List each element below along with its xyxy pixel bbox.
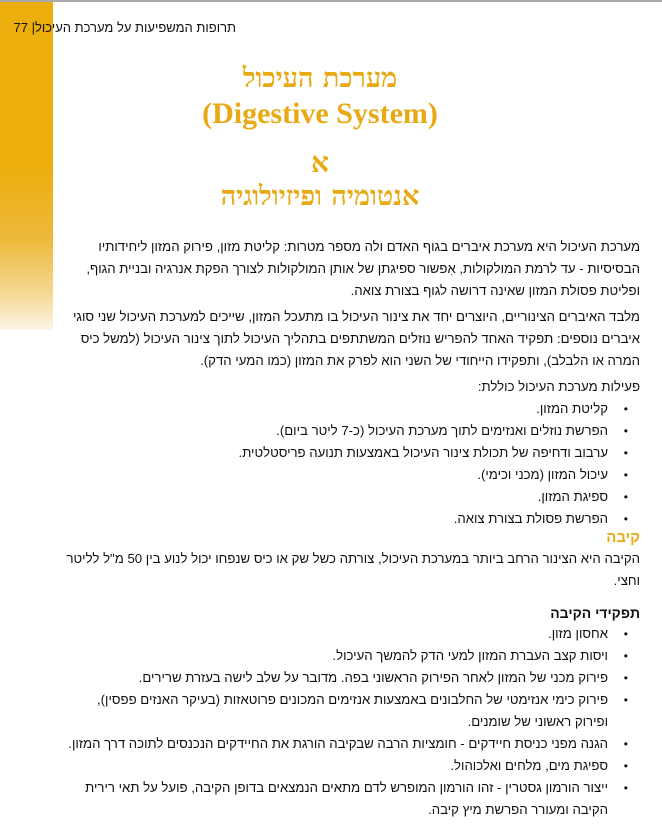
section-letter: א <box>311 146 329 179</box>
chapter-title-hebrew: מערכת העיכול <box>242 63 398 94</box>
stomach-roles-heading: תפקידי הקיבה <box>550 605 640 621</box>
list-item: • ערבוב ודחיפה של תכולת צינור העיכול באמצעות תנועה פריסטלטית. <box>62 442 640 464</box>
intro-paragraph: מערכת העיכול היא מערכת איברים בגוף האדם ולה מספר מטרות: קליטת מזון, פירוק המזון ליחידותיו הבסיסיות - עד לרמת המולקולות, אִפשור ספיגתן של אותן המולקולות לצורך הפקת אנרגיה ובניית הגוף, ופליטת פסולת המזון שאינה דרושה לגוף בצורת צואה. <box>86 239 640 298</box>
activities-intro: פעילות מערכת העיכול כוללת: <box>477 379 640 394</box>
chapter-side-bar <box>0 2 53 330</box>
section-title: אנטומיה ופיזיולוגיה <box>220 181 420 212</box>
chapter-title-english: (Digestive System) <box>202 97 438 130</box>
activities-list <box>62 398 640 530</box>
page-number: 77 <box>13 20 28 35</box>
stomach-heading: קיבה <box>606 529 640 546</box>
list-item: • ויסות קצב העברת המזון למעי הדק להמשך העיכול. <box>62 645 640 667</box>
list-item: • פירוק כימי אנזימטי של החלבונים באמצעות אנזימים המכונים פרוטאזות (בעיקר האנזים פפסין), ופירוק ראשוני של שומנים. <box>62 689 640 733</box>
list-item: • אחסון מזון. <box>62 623 640 645</box>
stomach-roles-list <box>62 623 640 821</box>
page-top-border <box>0 0 662 2</box>
list-item: • ייצור הורמון גסטרין - זהו הורמון המופרש לדם מתאים הנמצאים בדופן הקיבה, פועל על תאי רירית הקיבה ומעורר הפרשת מיץ קיבה. <box>62 777 640 821</box>
activities-block <box>62 376 640 530</box>
chapter-titles <box>150 62 490 214</box>
header-separator: | <box>31 20 35 35</box>
running-title: תרופות המשפיעות על מערכת העיכול <box>35 20 236 35</box>
second-paragraph: מלבד האיברים הצינוריים, היוצרים יחד את צינור העיכול בו מתעכל המזון, שייכים למערכת העיכול שני סוגי איברים נוספים: תפקיד האחד להפריש נוזלים המשתתפים בתהליך העיכול לתוך צינור העיכול (למשל כיס המרה או הלבלב), ותפקידו הייחודי של השני הוא לפרק את המזון (כמו המעי הדק). <box>72 309 640 368</box>
list-item: • פירוק מכני של המזון לאחר הפירוק הראשוני בפה. מדובר על שלב לישה בעזרת שרירים. <box>62 667 640 689</box>
list-item: • ספיגת המזון. <box>62 486 640 508</box>
list-item: • עיכול המזון (מכני וכימי). <box>62 464 640 486</box>
list-item: • הפרשת פסולת בצורת צואה. <box>62 508 640 530</box>
list-item: • ספיגת מים, מלחים ואלכוהול. <box>62 755 640 777</box>
list-item: • קליטת המזון. <box>62 398 640 420</box>
list-item: • הגנה מפני כניסת חיידקים - חומציות הרבה שבקיבה הורגת את החיידקים הנכנסים לתוכה דרך המזון. <box>62 733 640 755</box>
stomach-description: הקיבה היא הצינור הרחב ביותר במערכת העיכול, צורתה כשל שק או כיס שנפחו יכול לנוע בין 50 מ"ל לליטר וחצי. <box>66 551 640 588</box>
list-item: • הפרשת נוזלים ואנזימים לתוך מערכת העיכול (כ-7 ליטר ביום). <box>62 420 640 442</box>
running-header <box>13 20 236 35</box>
